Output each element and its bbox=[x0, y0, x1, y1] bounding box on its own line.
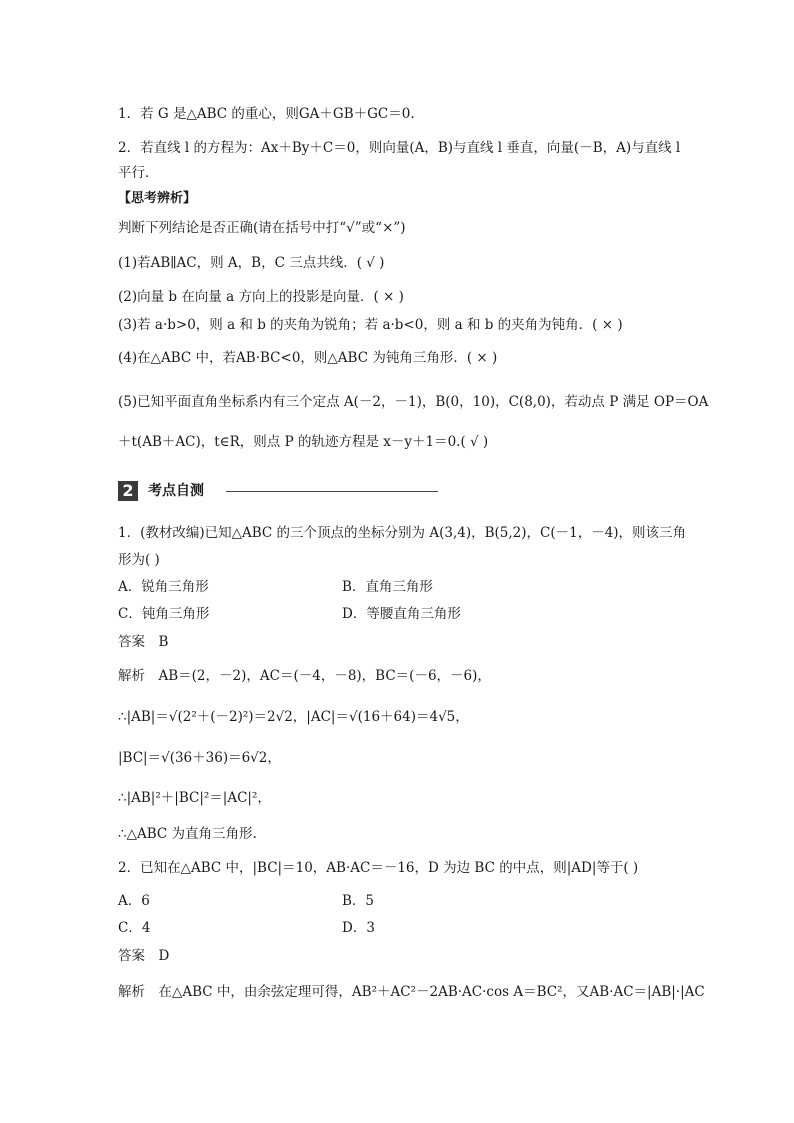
section-title: 考点自测 bbox=[148, 483, 204, 499]
problem1-answer: 答案 B bbox=[118, 634, 169, 650]
think-instruction: 判断下列结论是否正确(请在括号中打“√”或“×”) bbox=[118, 220, 406, 236]
problem2-answer: 答案 D bbox=[118, 948, 170, 964]
problem1-analysis-1: 解析 AB＝(2，－2)，AC＝(－4，－8)，BC＝(－6，－6)， bbox=[118, 668, 491, 684]
intro-item-2-cont: 平行． bbox=[118, 165, 159, 181]
intro-item-2: 2．若直线 l 的方程为：Ax＋By＋C＝0，则向量(A，B)与直线 l 垂直，向量(－B，A)与直线 l bbox=[118, 140, 681, 156]
think-q1: (1)若AB∥AC，则 A，B，C 三点共线．( √ ) bbox=[118, 255, 385, 271]
think-q5: (5)已知平面直角坐标系内有三个定点 A(－2，－1)，B(0，10)，C(8,0)，若动点 P 满足 OP＝OA bbox=[118, 394, 709, 410]
think-q2: (2)向量 b 在向量 a 方向上的投影是向量．( × ) bbox=[118, 289, 404, 305]
problem2-option-c: C．4 bbox=[118, 920, 151, 936]
problem1-option-d: D．等腰直角三角形 bbox=[342, 606, 461, 622]
problem1-analysis-5: ∴△ABC 为直角三角形. bbox=[118, 826, 257, 842]
think-q3: (3)若 a·b>0，则 a 和 b 的夹角为锐角；若 a·b<0，则 a 和 b 的夹角为钝角．( × ) bbox=[118, 317, 623, 333]
problem1-option-b: B．直角三角形 bbox=[342, 579, 433, 595]
problem1-analysis-3: |BC|＝√(36＋36)＝6√2， bbox=[118, 750, 281, 766]
problem2-stem: 2．已知在△ABC 中，|BC|＝10，AB·AC＝－16，D 为边 BC 的中点，则|AD|等于( ) bbox=[118, 860, 639, 876]
section-divider bbox=[226, 491, 438, 492]
problem1-option-a: A．锐角三角形 bbox=[118, 579, 209, 595]
problem2-option-d: D．3 bbox=[342, 920, 375, 936]
think-q5-cont: ＋t(AB＋AC)，t∈R，则点 P 的轨迹方程是 x－y＋1＝0.( √ ) bbox=[118, 434, 489, 450]
think-q4: (4)在△ABC 中，若AB·BC<0，则△ABC 为钝角三角形．( × ) bbox=[118, 350, 498, 366]
problem2-option-a: A．6 bbox=[118, 893, 150, 909]
problem1-stem: 1．(教材改编)已知△ABC 的三个顶点的坐标分别为 A(3,4)，B(5,2)，C(－1，－4)，则该三角 bbox=[118, 525, 687, 541]
problem2-analysis-1: 解析 在△ABC 中，由余弦定理可得，AB²＋AC²－2AB·AC·cos A＝BC²，又AB·AC＝|AB|·|AC bbox=[118, 984, 705, 1000]
intro-item-1: 1．若 G 是△ABC 的重心，则GA＋GB＋GC＝0. bbox=[118, 106, 415, 122]
problem1-option-c: C．钝角三角形 bbox=[118, 606, 210, 622]
problem1-analysis-4: ∴|AB|²＋|BC|²＝|AC|²， bbox=[118, 790, 271, 806]
section-number-badge: 2 bbox=[118, 481, 138, 501]
think-heading: 【思考辨析】 bbox=[118, 191, 197, 206]
section-header bbox=[118, 481, 438, 503]
problem1-stem-cont: 形为( ) bbox=[118, 552, 160, 568]
problem1-analysis-2: ∴|AB|＝√(2²＋(－2)²)＝2√2，|AC|＝√(16＋64)＝4√5， bbox=[118, 709, 469, 725]
problem2-option-b: B．5 bbox=[342, 893, 375, 909]
